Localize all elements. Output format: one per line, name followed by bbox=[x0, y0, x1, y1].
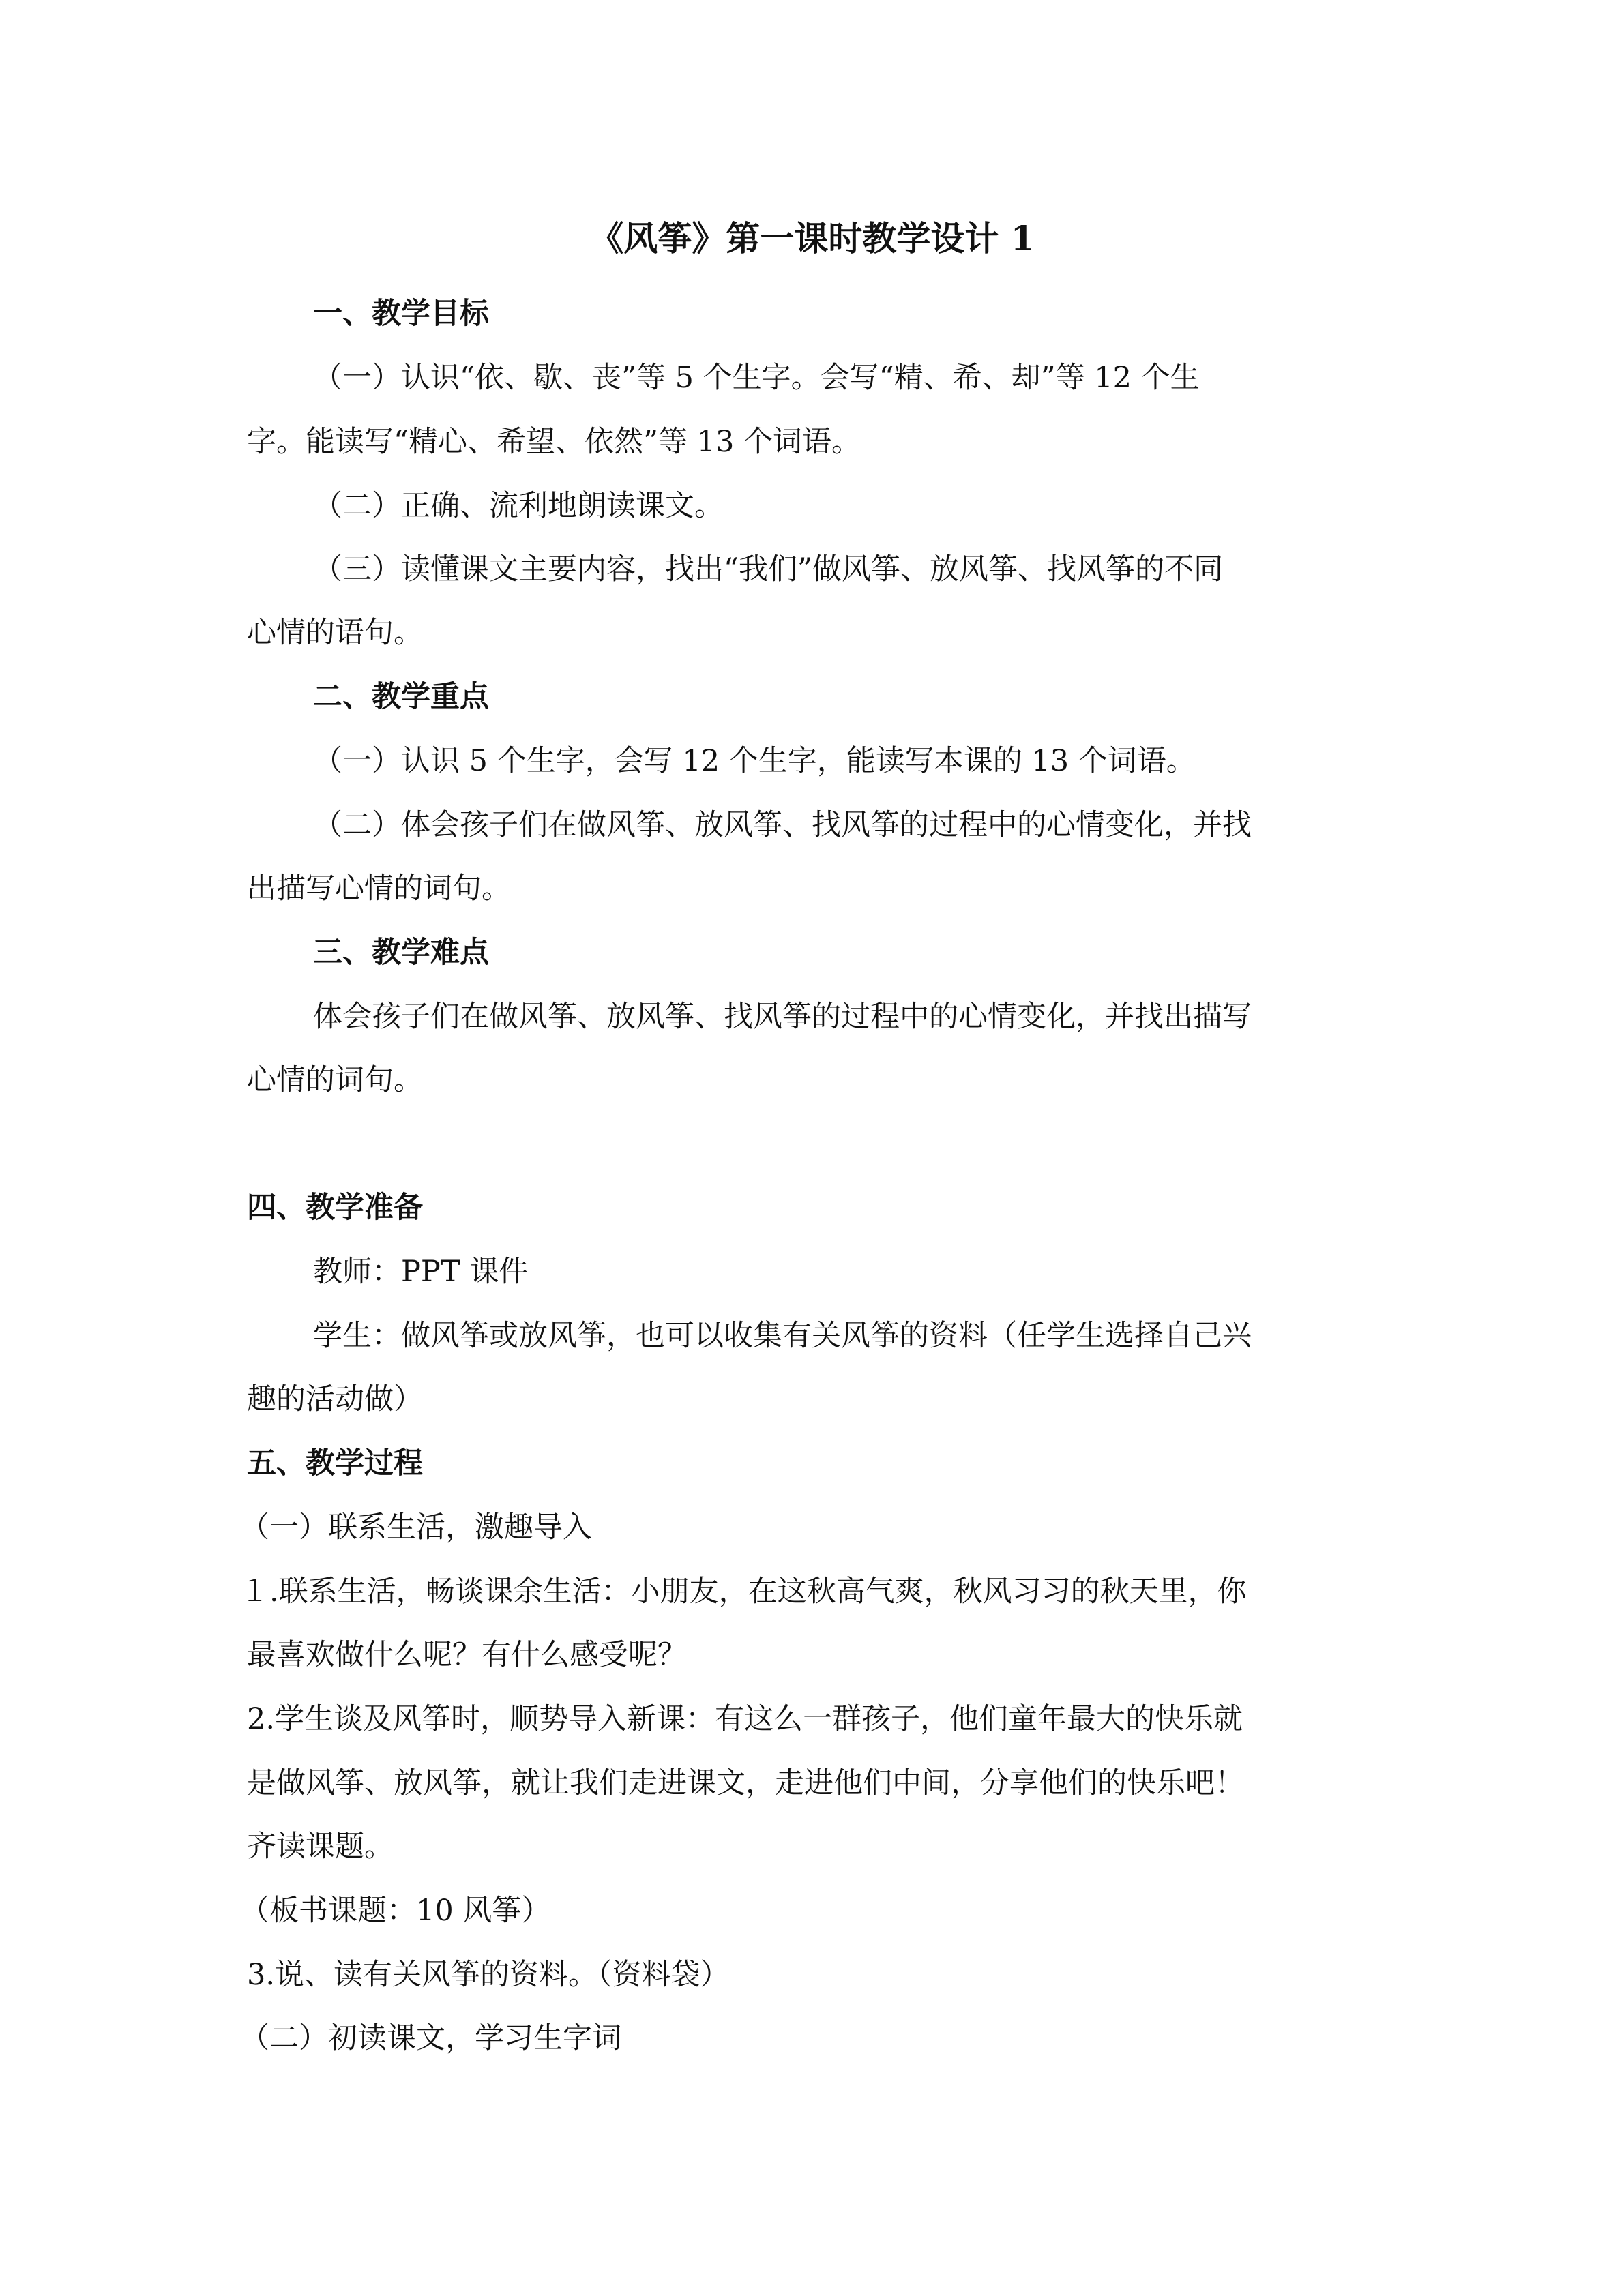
paragraph-line: １.联系生活，畅谈课余生活：小朋友，在这秋高气爽，秋风习习的秋天里，你 bbox=[240, 1575, 1247, 1609]
paragraph-line: （二）正确、流利地朗读课文。 bbox=[313, 489, 724, 523]
section-heading-preparation: 四、教学准备 bbox=[247, 1191, 423, 1225]
paragraph-line: （板书课题：10 风筝） bbox=[240, 1894, 551, 1928]
paragraph-line: 最喜欢做什么呢？有什么感受呢？ bbox=[247, 1638, 687, 1672]
subsection-heading: （一）联系生活，激趣导入 bbox=[240, 1510, 592, 1545]
page-title: 《风筝》第一课时教学设计 1 bbox=[589, 218, 1035, 258]
paragraph-line: 趣的活动做） bbox=[247, 1382, 423, 1416]
section-heading-process: 五、教学过程 bbox=[247, 1446, 423, 1480]
paragraph-line: （二）体会孩子们在做风筝、放风筝、找风筝的过程中的心情变化，并找 bbox=[313, 808, 1252, 842]
paragraph-line: （一）认识 5 个生字，会写 12 个生字，能读写本课的 13 个词语。 bbox=[313, 744, 1196, 778]
paragraph-line: 是做风筝、放风筝，就让我们走进课文，走进他们中间，分享他们的快乐吧！ bbox=[247, 1766, 1244, 1800]
section-heading-key-points: 二、教学重点 bbox=[313, 680, 489, 714]
paragraph-line: 体会孩子们在做风筝、放风筝、找风筝的过程中的心情变化，并找出描写 bbox=[313, 1000, 1252, 1034]
paragraph-line: 教师：PPT 课件 bbox=[313, 1255, 529, 1289]
paragraph-line: 心情的语句。 bbox=[247, 616, 423, 650]
subsection-heading: （二）初读课文，学习生字词 bbox=[240, 2021, 621, 2055]
section-heading-difficulties: 三、教学难点 bbox=[313, 936, 489, 970]
paragraph-line: （三）读懂课文主要内容，找出“我们”做风筝、放风筝、找风筝的不同 bbox=[313, 552, 1223, 586]
paragraph-line: 齐读课题。 bbox=[247, 1830, 394, 1864]
section-heading-objectives: 一、教学目标 bbox=[313, 297, 489, 331]
paragraph-line: 出描写心情的词句。 bbox=[247, 871, 511, 906]
paragraph-line: （一）认识“依、歇、丧”等 5 个生字。会写“精、希、却”等 12 个生 bbox=[313, 361, 1200, 395]
paragraph-line: 3.说、读有关风筝的资料。（资料袋） bbox=[247, 1958, 730, 1992]
paragraph-line: 学生：做风筝或放风筝，也可以收集有关风筝的资料（任学生选择自己兴 bbox=[313, 1319, 1252, 1353]
paragraph-line: 2.学生谈及风筝时，顺势导入新课：有这么一群孩子，他们童年最大的快乐就 bbox=[247, 1702, 1243, 1736]
paragraph-line: 心情的词句。 bbox=[247, 1063, 423, 1097]
paragraph-line: 字。能读写“精心、希望、依然”等 13 个词语。 bbox=[247, 425, 861, 459]
